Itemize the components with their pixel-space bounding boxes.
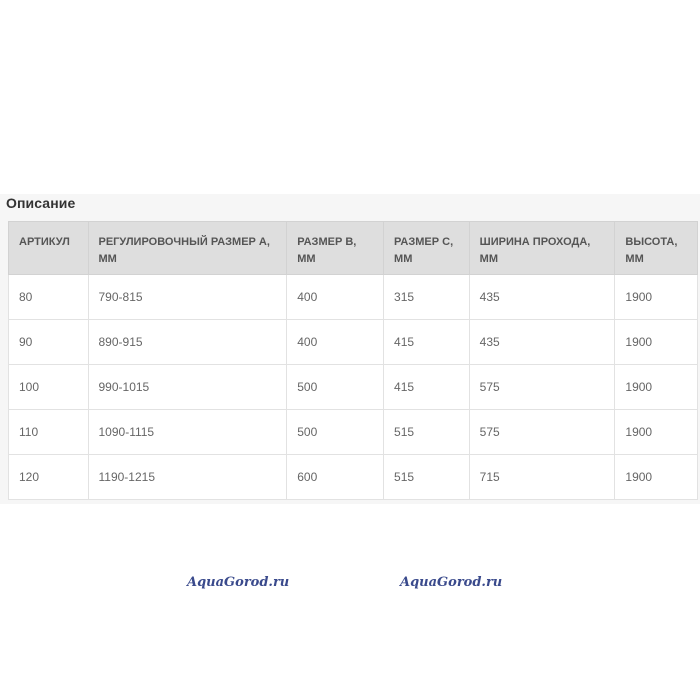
cell-size-c: 515 <box>384 455 470 500</box>
table-row <box>9 365 698 410</box>
cell-size-c: 415 <box>384 365 470 410</box>
cell-size-c: 515 <box>384 410 470 455</box>
cell-height: 1900 <box>615 455 698 500</box>
cell-passage-width: 435 <box>469 320 615 365</box>
cell-size-b: 500 <box>287 365 384 410</box>
header-size-b: РАЗМЕР В, ММ <box>287 222 384 275</box>
cell-passage-width: 715 <box>469 455 615 500</box>
cell-size-b: 400 <box>287 320 384 365</box>
cell-article: 100 <box>9 365 89 410</box>
cell-size-b: 600 <box>287 455 384 500</box>
cell-height: 1900 <box>615 410 698 455</box>
cell-size-b: 400 <box>287 275 384 320</box>
cell-passage-width: 435 <box>469 275 615 320</box>
watermark-right: AquaGorod.ru <box>400 575 503 590</box>
cell-adjustment-size-a: 1190-1215 <box>88 455 287 500</box>
cell-passage-width: 575 <box>469 365 615 410</box>
cell-adjustment-size-a: 890-915 <box>88 320 287 365</box>
cell-adjustment-size-a: 790-815 <box>88 275 287 320</box>
cell-size-c: 315 <box>384 275 470 320</box>
cell-size-b: 500 <box>287 410 384 455</box>
table-row <box>9 410 698 455</box>
cell-height: 1900 <box>615 320 698 365</box>
cell-article: 90 <box>9 320 89 365</box>
cell-article: 80 <box>9 275 89 320</box>
header-article: АРТИКУЛ <box>9 222 89 275</box>
table-row <box>9 455 698 500</box>
header-passage-width: ШИРИНА ПРОХОДА, ММ <box>469 222 615 275</box>
cell-article: 120 <box>9 455 89 500</box>
specifications-table <box>8 221 698 500</box>
table-header-row <box>9 222 698 275</box>
cell-height: 1900 <box>615 275 698 320</box>
cell-adjustment-size-a: 990-1015 <box>88 365 287 410</box>
header-size-c: РАЗМЕР С, ММ <box>384 222 470 275</box>
table-row <box>9 320 698 365</box>
table-row <box>9 275 698 320</box>
header-height: ВЫСОТА, ММ <box>615 222 698 275</box>
cell-height: 1900 <box>615 365 698 410</box>
cell-size-c: 415 <box>384 320 470 365</box>
cell-passage-width: 575 <box>469 410 615 455</box>
cell-adjustment-size-a: 1090-1115 <box>88 410 287 455</box>
cell-article: 110 <box>9 410 89 455</box>
watermark-left: AquaGorod.ru <box>187 575 290 590</box>
section-title: Описание <box>6 195 76 211</box>
header-adjustment-size-a: РЕГУЛИРОВОЧНЫЙ РАЗМЕР А, ММ <box>88 222 287 275</box>
